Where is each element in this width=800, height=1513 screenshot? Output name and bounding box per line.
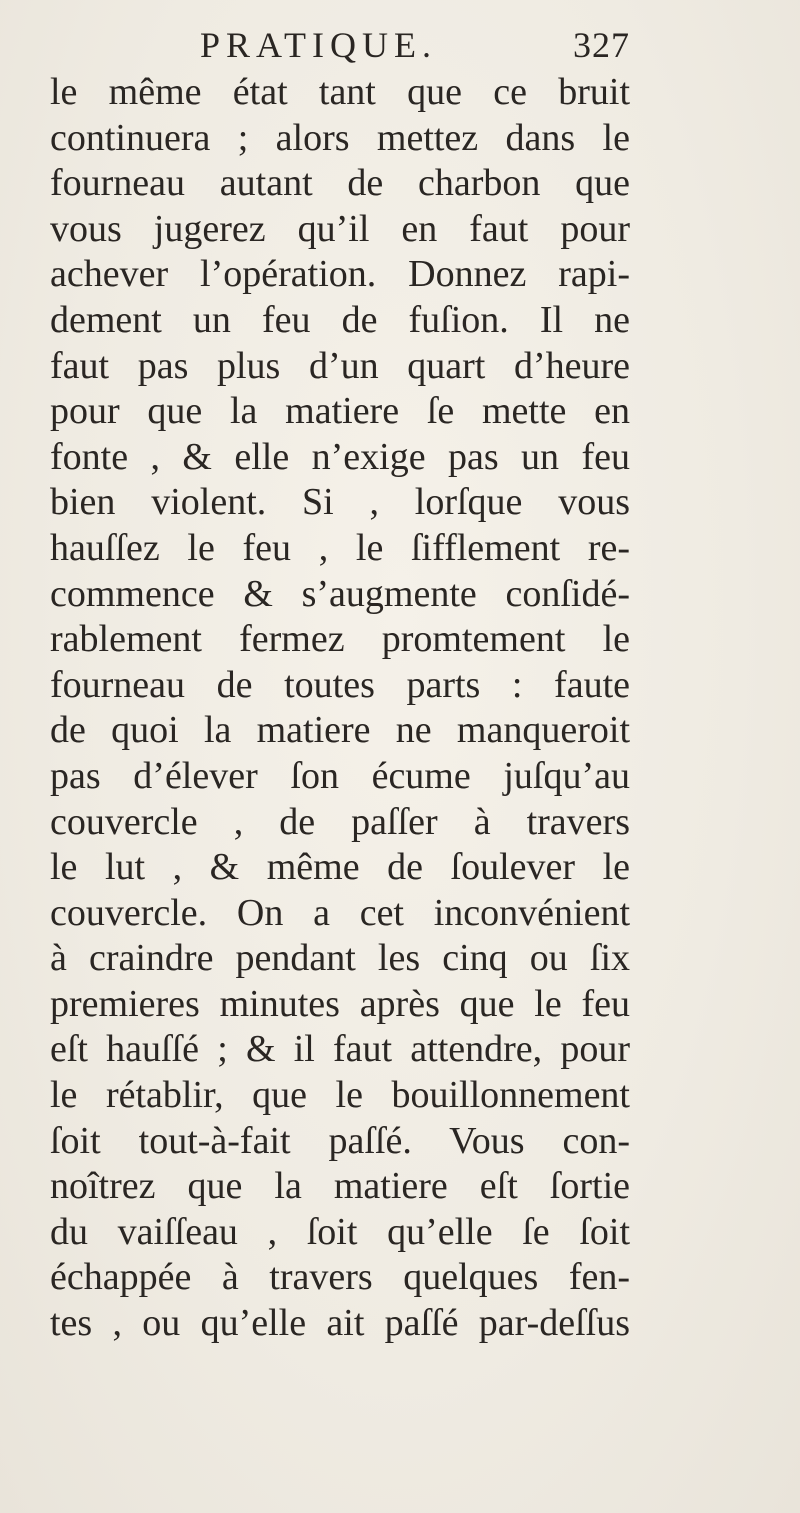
text-line: fourneau de toutes parts : faute (50, 663, 630, 706)
text-line: tes , ou qu’elle ait paſſé par-deſſus (50, 1302, 630, 1345)
text-line: de quoi la matiere ne manqueroit (50, 709, 630, 752)
text-line: rablement fermez promtement le (50, 618, 630, 661)
text-line: vous jugerez qu’il en faut pour (50, 207, 630, 250)
text-line: dement un feu de fuſion. Il ne (50, 298, 630, 341)
text-line: couvercle. On a cet inconvénient (50, 891, 630, 934)
page-number: 327 (573, 25, 630, 65)
text-line: le lut , & même de ſoulever le (50, 846, 630, 889)
running-title: PRATIQUE. (200, 25, 438, 65)
running-head (200, 24, 630, 74)
text-line: bien violent. Si , lorſque vous (50, 481, 630, 524)
text-line: fourneau autant de charbon que (50, 162, 630, 205)
text-line: pas d’élever ſon écume juſqu’au (50, 754, 630, 797)
text-line: premieres minutes après que le feu (50, 982, 630, 1025)
text-line: à craindre pendant les cinq ou ſix (50, 937, 630, 980)
text-line: hauſſez le feu , le ſifflement re- (50, 526, 630, 569)
text-line: commence & s’augmente conſidé- (50, 572, 630, 615)
text-line: continuera ; alors mettez dans le (50, 116, 630, 159)
text-line: le rétablir, que le bouillonnement (50, 1074, 630, 1117)
text-line: fonte , & elle n’exige pas un feu (50, 435, 630, 478)
text-line: ſoit tout-à-fait paſſé. Vous con- (50, 1119, 630, 1162)
text-line: achever l’opération. Donnez rapi- (50, 253, 630, 296)
text-line: noîtrez que la matiere eſt ſortie (50, 1165, 630, 1208)
text-line: couvercle , de paſſer à travers (50, 800, 630, 843)
text-line: faut pas plus d’un quart d’heure (50, 344, 630, 387)
text-line: du vaiſſeau , ſoit qu’elle ſe ſoit (50, 1210, 630, 1253)
body-text (50, 70, 630, 1347)
text-line: échappée à travers quelques fen- (50, 1256, 630, 1299)
text-line: eſt hauſſé ; & il faut attendre, pour (50, 1028, 630, 1071)
text-line: le même état tant que ce bruit (50, 71, 630, 113)
text-line: pour que la matiere ſe mette en (50, 390, 630, 433)
